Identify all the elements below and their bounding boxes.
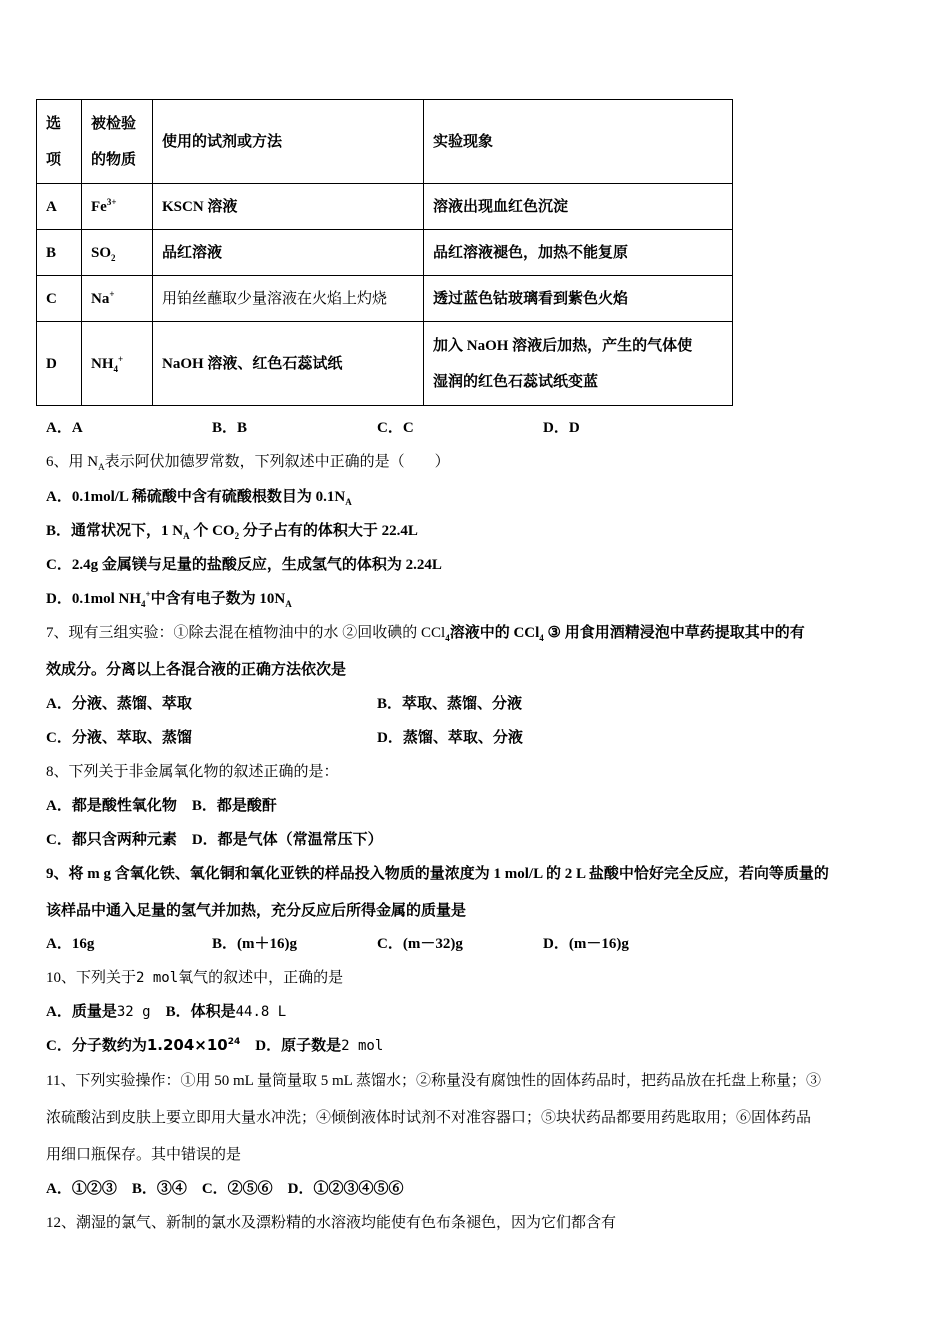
row-phenomenon: 溶液出现血红色沉淀 [424,184,733,230]
table-row [37,322,733,406]
row-phenomenon: 加入 NaOH 溶液后加热，产生的气体使 湿润的红色石蕊试纸变蓝 [424,322,733,406]
table-row [37,184,733,230]
q5-choice-b: B．B [212,420,248,436]
q11-stem-line1: 11、下列实验操作：①用 50 mL 量筒量取 5 mL 蒸馏水；②称量没有腐蚀性的固体药品时，把药品放在托盘上称量；③ [46,1073,821,1089]
q11-options: A．①②③ B．③④ C．②⑤⑥ D．①②③④⑤⑥ [46,1181,404,1197]
header-option: 选 项 [37,100,82,184]
table-header-row [37,100,733,184]
q5-choice-a: A．A [46,420,83,436]
q5-choice-c: C．C [377,420,414,436]
q9-option-b: B．(m＋16)g [212,936,297,952]
row-substance: Na+ [82,276,153,322]
q7-option-a: A．分液、蒸馏、萃取 [46,696,192,712]
q7-stem-line2: 效成分。分离以上各混合液的正确方法依次是 [46,662,347,678]
q7-option-b: B．萃取、蒸馏、分液 [377,696,523,712]
q11-stem-line2: 浓硫酸沾到皮肤上要立即用大量水冲洗；④倾倒液体时试剂不对准容器口；⑤块状药品都要用药匙取用；⑥固体药品 [46,1110,812,1126]
q7-stem-line1: 7、现有三组实验：①除去混在植物油中的水 ②回收碘的 CCl$_4$溶液中的 CCl$_4$ ③ 用食用酒精浸泡中草药提取其中的有 [46,625,805,643]
table-row [37,276,733,322]
row-reagent: 品红溶液 [153,230,424,276]
q5-table [36,99,733,406]
q9-option-d: D．(m－16)g [543,936,629,952]
header-phenomenon: 实验现象 [424,100,733,184]
row-reagent: 用铂丝蘸取少量溶液在火焰上灼烧 [153,276,424,322]
row-option: B [37,230,82,276]
row-substance: $SO_2$ [82,230,153,276]
header-substance: 被检验 的物质 [82,100,153,184]
q11-stem-line3: 用细口瓶保存。其中错误的是 [46,1147,242,1163]
row-substance: $NH_4^+$ [82,322,153,406]
row-phenomenon: 透过蓝色钴玻璃看到紫色火焰 [424,276,733,322]
q6-stem: 6、用 $N_A$表示阿伏加德罗常数，下列叙述中正确的是（ ） [46,454,450,472]
row-option: C [37,276,82,322]
q10-stem: 10、下列关于2 mol氧气的叙述中，正确的是 [46,970,344,986]
q10-options-ab: A．质量是32 g B．体积是44.8 L [46,1004,287,1020]
q6-option-d: D．0.1mol $NH_4^+$中含有电子数为 $10N_A$ [46,589,292,609]
header-reagent: 使用的试剂或方法 [153,100,424,184]
q5-choice-d: D．D [543,420,580,436]
q10-options-cd: C．分子数约为$1.204\times 10^{24}$ D．原子数是2 mol [46,1036,384,1054]
row-reagent: NaOH 溶液、红色石蕊试纸 [153,322,424,406]
q8-options-cd: C．都只含两种元素 D．都是气体（常温常压下） [46,832,383,848]
row-option: D [37,322,82,406]
row-substance: $Fe^{3+}$ [82,184,153,230]
q6-option-a: A．0.1mol/L 稀硫酸中含有硫酸根数目为 $0.1N_A$ [46,489,352,507]
q8-options-ab: A．都是酸性氧化物 B．都是酸酐 [46,798,277,814]
q9-stem-line1: 9、将 m g 含氧化铁、氧化铜和氧化亚铁的样品投入物质的量浓度为 1 mol/L 的 2 L 盐酸中恰好完全反应，若向等质量的 [46,866,829,882]
q7-option-d: D．蒸馏、萃取、分液 [377,730,523,746]
row-option: A [37,184,82,230]
row-phenomenon: 品红溶液褪色，加热不能复原 [424,230,733,276]
q9-option-c: C．(m－32)g [377,936,463,952]
q6-option-b: B．通常状况下，1 $N_A$ 个 $CO_2$ 分子占有的体积大于 22.4L [46,523,418,541]
q12-stem: 12、潮湿的氯气、新制的氯水及漂粉精的水溶液均能使有色布条褪色，因为它们都含有 [46,1215,617,1231]
q7-option-c: C．分液、萃取、蒸馏 [46,730,192,746]
table-row [37,230,733,276]
q8-stem: 8、下列关于非金属氧化物的叙述正确的是： [46,764,339,780]
q6-option-c: C．2.4g 金属镁与足量的盐酸反应，生成氢气的体积为 2.24L [46,557,442,573]
q9-option-a: A．16g [46,936,95,952]
q9-stem-line2: 该样品中通入足量的氢气并加热，充分反应后所得金属的质量是 [46,903,467,919]
row-reagent: KSCN 溶液 [153,184,424,230]
